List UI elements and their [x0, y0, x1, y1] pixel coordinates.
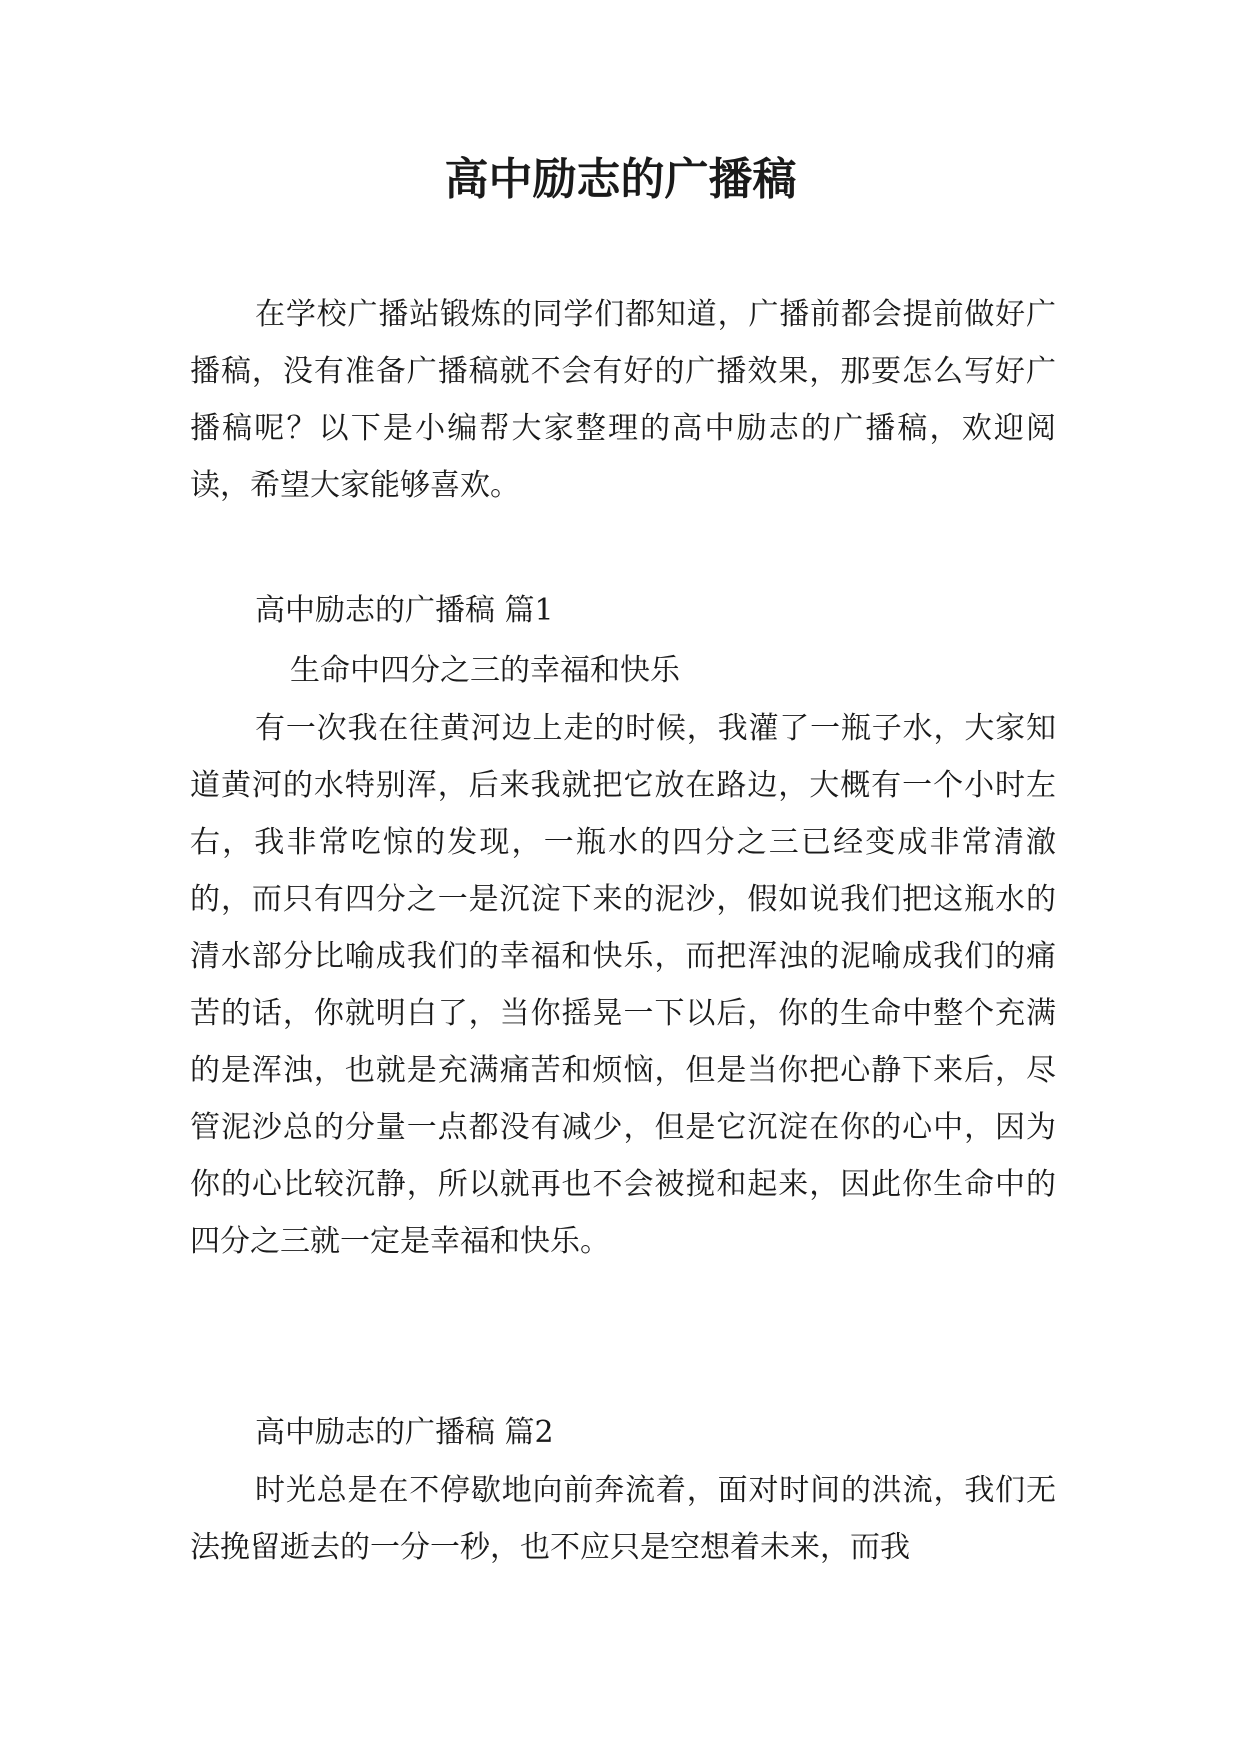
section-1-subheading: 生命中四分之三的幸福和快乐 [290, 653, 680, 688]
intro-paragraph: 在学校广播站锻炼的同学们都知道，广播前都会提前做好广播稿，没有准备广播稿就不会有好的广播效果，那要怎么写好广播稿呢？以下是小编帮大家整理的高中励志的广播稿，欢迎阅读，希望大家能够喜欢。 [190, 297, 1056, 503]
section-1-body: 有一次我在往黄河边上走的时候，我灌了一瓶子水，大家知道黄河的水特别浑，后来我就把它放在路边，大概有一个小时左右，我非常吃惊的发现，一瓶水的四分之三已经变成非常清澈的，而只有四分之一是沉淀下来的泥沙，假如说我们把这瓶水的清水部分比喻成我们的幸福和快乐，而把浑浊的泥喻成我们的痛苦的话，你就明白了，当你摇晃一下以后，你的生命中整个充满的是浑浊，也就是充满痛苦和烦恼，但是当你把心静下来后，尽管泥沙总的分量一点都没有减少，但是它沉淀在你的心中，因为你的心比较沉静，所以就再也不会被搅和起来，因此你生命中的四分之三就一定是幸福和快乐。 [190, 711, 1056, 1259]
document-title: 高中励志的广播稿 [444, 154, 797, 205]
section-2-body: 时光总是在不停歇地向前奔流着，面对时间的洪流，我们无法挽留逝去的一分一秒，也不应只是空想着未来，而我 [190, 1473, 1056, 1565]
section-1-heading: 高中励志的广播稿 篇1 [255, 593, 554, 628]
section-2-heading: 高中励志的广播稿 篇2 [255, 1415, 554, 1450]
